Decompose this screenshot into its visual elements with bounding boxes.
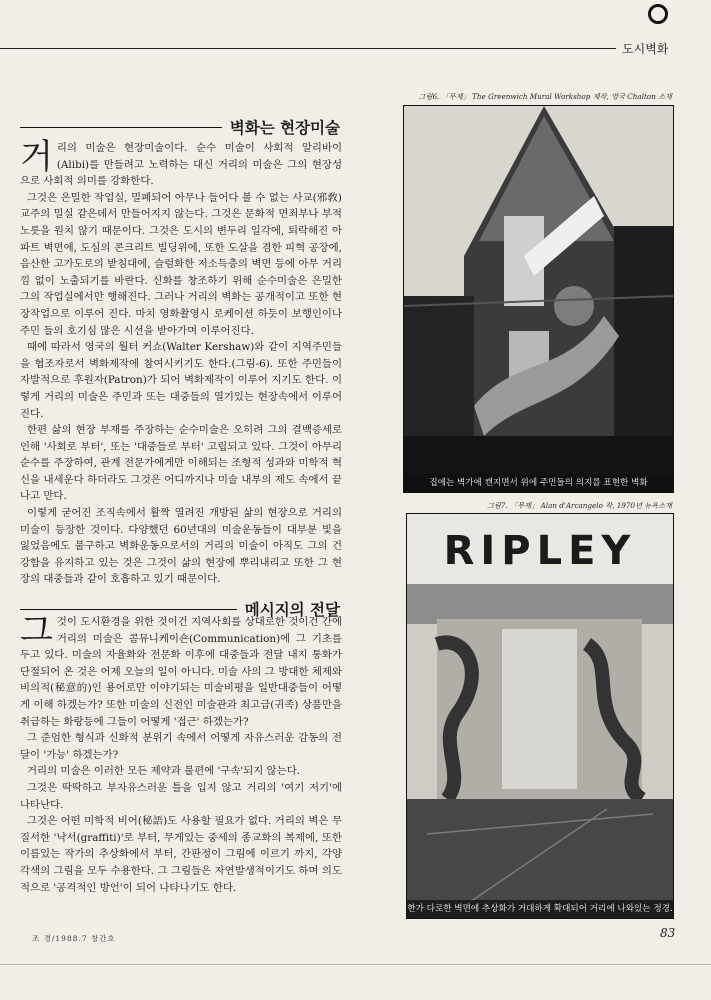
figure7-overlay-caption: 한가 다로한 벽면에 추상화가 거대하게 확대되어 거리에 나와있는 정경. (407, 900, 673, 918)
paragraph: 거리의 미술은 현장미술이다. 순수 미술이 사회적 알리바이(Alibi)를 만들려고 노력하는 대신 거리의 미술은 그의 현장성으로 사회적 의미를 강화한다. (20, 137, 342, 188)
bottom-rule (0, 964, 711, 965)
page-number: 83 (660, 926, 676, 940)
header-circle-mark (648, 4, 668, 24)
section1-heading-row (20, 116, 340, 138)
section1-heading: 벽화는 현장미술 (229, 119, 340, 137)
header-rule (0, 48, 616, 49)
paragraph: 그 준엄한 형식과 신화적 분위기 속에서 어떻게 자유스러운 감동의 전달이 '가능' 하겠는가? (20, 732, 342, 761)
figure6-overlay-caption: 집에는 벽가에 캔지면서 위에 주민들의 의지를 표현한 벽화 (404, 474, 673, 492)
ripley-sign: RIPLEY (443, 528, 637, 574)
heading-rule (20, 127, 222, 128)
figure7-caption: 그림7. 「무제」 Alan d'Arcangelo 작, 1970년 뉴욕소재 (487, 501, 672, 510)
paragraph: 한편 삶의 현장 부재를 주장하는 순수미술은 오히려 그의 결백증세로 인해 '사회로 부터', 또는 '대중들로 부터' 고립되고 있다. 그것이 아무리 순수를 주장하여, 관계 전문가에게만 이해되는 조형적 성과와 미학적 혁신을 내세운다 하더라도 그것은 어디까지나 미술 내부의 제도 속에서 끝나고 만다. (20, 424, 342, 503)
paragraph: 그것이 도시환경을 위한 것이건 지역사회를 상대로한 것이건 간에 거리의 미술은 콤뮤니케이숀(Communication)에 그 기초를 두고 있다. 미술의 자율화와 전문화 이후에 대중들과 전달 내지 통화가 단절되어 온 것은 어제 오늘의 일이 아니다. 미술 사의 그 방대한 체제와 비의적(秘意的)인 용어로만 이야기되는 미술비평을 일반대중들이 어떻게 이해 하겠는가? 또한 미술의 신전인 미술관과 최고급(귀족) 상품만을 취급하는 화랑등에 그들이 어떻게 '접근' 하겠는가? (20, 611, 342, 728)
paragraph: 때에 따라서 영국의 월터 커쇼(Walter Kershaw)와 같이 지역주민들을 협조자로서 벽화제작에 참여시키기도 한다.(그림-6). 또한 주민들이 자발적으로 후원자(Patron)가 되어 벽화제작이 이루어 지기도 한다. 이렇게 거리의 미술은 주민과 또는 대중들의 열기있는 현장속에서 이루어 진다. (20, 341, 342, 420)
paragraph: 그것은 딱딱하고 부자유스러운 틀을 입지 않고 거리의 '여기 저기'에 나타난다. (20, 781, 342, 811)
section1-body (20, 137, 342, 588)
footer-source: 조 경/1988.7 창간호 (32, 934, 116, 943)
figure7-photo (406, 513, 674, 919)
heading-rule (20, 609, 237, 610)
mural-house-image (404, 106, 673, 492)
dropcap: 그 (20, 611, 53, 651)
ripley-building-image (407, 514, 673, 918)
section2-body (20, 611, 342, 896)
paragraph: 이렇게 굳어진 조직속에서 활짝 열려진 개방된 삶의 현장으로 거리의 미술이 등장한 것이다. 다양했던 60년대의 미술운동들이 대부분 빛을 잃었음에도 불구하고 벽화운동으로서의 거리의 미술이 아직도 그의 건강함을 유지하고 있는 것은 그것이 삶의 현장에 뿌리내리고 또한 그 현장의 대중들과 같이 호흡하고 있기 때문이다. (20, 507, 342, 586)
dropcap: 거 (20, 137, 53, 177)
paragraph: 거리의 미술은 이러한 모든 제약과 불편에 '구속'되지 않는다. (27, 765, 301, 778)
figure6-photo (403, 105, 674, 493)
paragraph: 그것은 어떤 미학적 비어(秘語)도 사용할 필요가 없다. 거리의 벽은 무질서한 '낙서(graffiti)'로 부터, 무게있는 중세의 종교화의 복제에, 또한 이름있는 작가의 추상화에서 부터, 간판정이 그림에 이르기 까지, 각양각색의 그림을 모두 수용한다. 그 그림들은 자연발생적이기도 하며 의도적으로 '공격적인 방언'이 되어 나타나기도 한다. (20, 815, 342, 894)
section-label: 도시벽화 (622, 42, 669, 56)
paragraph: 그것은 은밀한 작업실, 밀폐되어 아무나 들어다 볼 수 없는 사교(邪敎) 교주의 밀실 같은데서 만들어지지 않는다. 그것은 문화적 면죄부나 부적 노릇을 원치 않기 때문이다. 그것은 도시의 변두리 일각에, 퇴락해진 아파트 벽면에, 도심의 콘크리트 빌딩위에, 또한 도살을 겸한 피혁 공장에, 음산한 고가도로의 받침대에, 슬럼화한 저소득층의 벽면 등에 아무 거리낌 없이 노출되기를 바란다. 신화를 창조하기 위해 순수미술은 은밀한 그의 작업실에서만 행해진다. 그러나 거리의 벽화는 공개적이고 또한 현장작업으로 이루어 진다. 마치 영화촬영시 로케이션 하듯이 보행인이나 주민 들의 호기심 많은 시선을 받아가며 이루어진다. (20, 191, 342, 337)
section2-heading: 메시지의 전달 (244, 601, 340, 619)
figure6-caption: 그림6. 「무제」 The Greenwich Mural Workshop 제작, 영국 Chalton 소재 (418, 92, 672, 101)
